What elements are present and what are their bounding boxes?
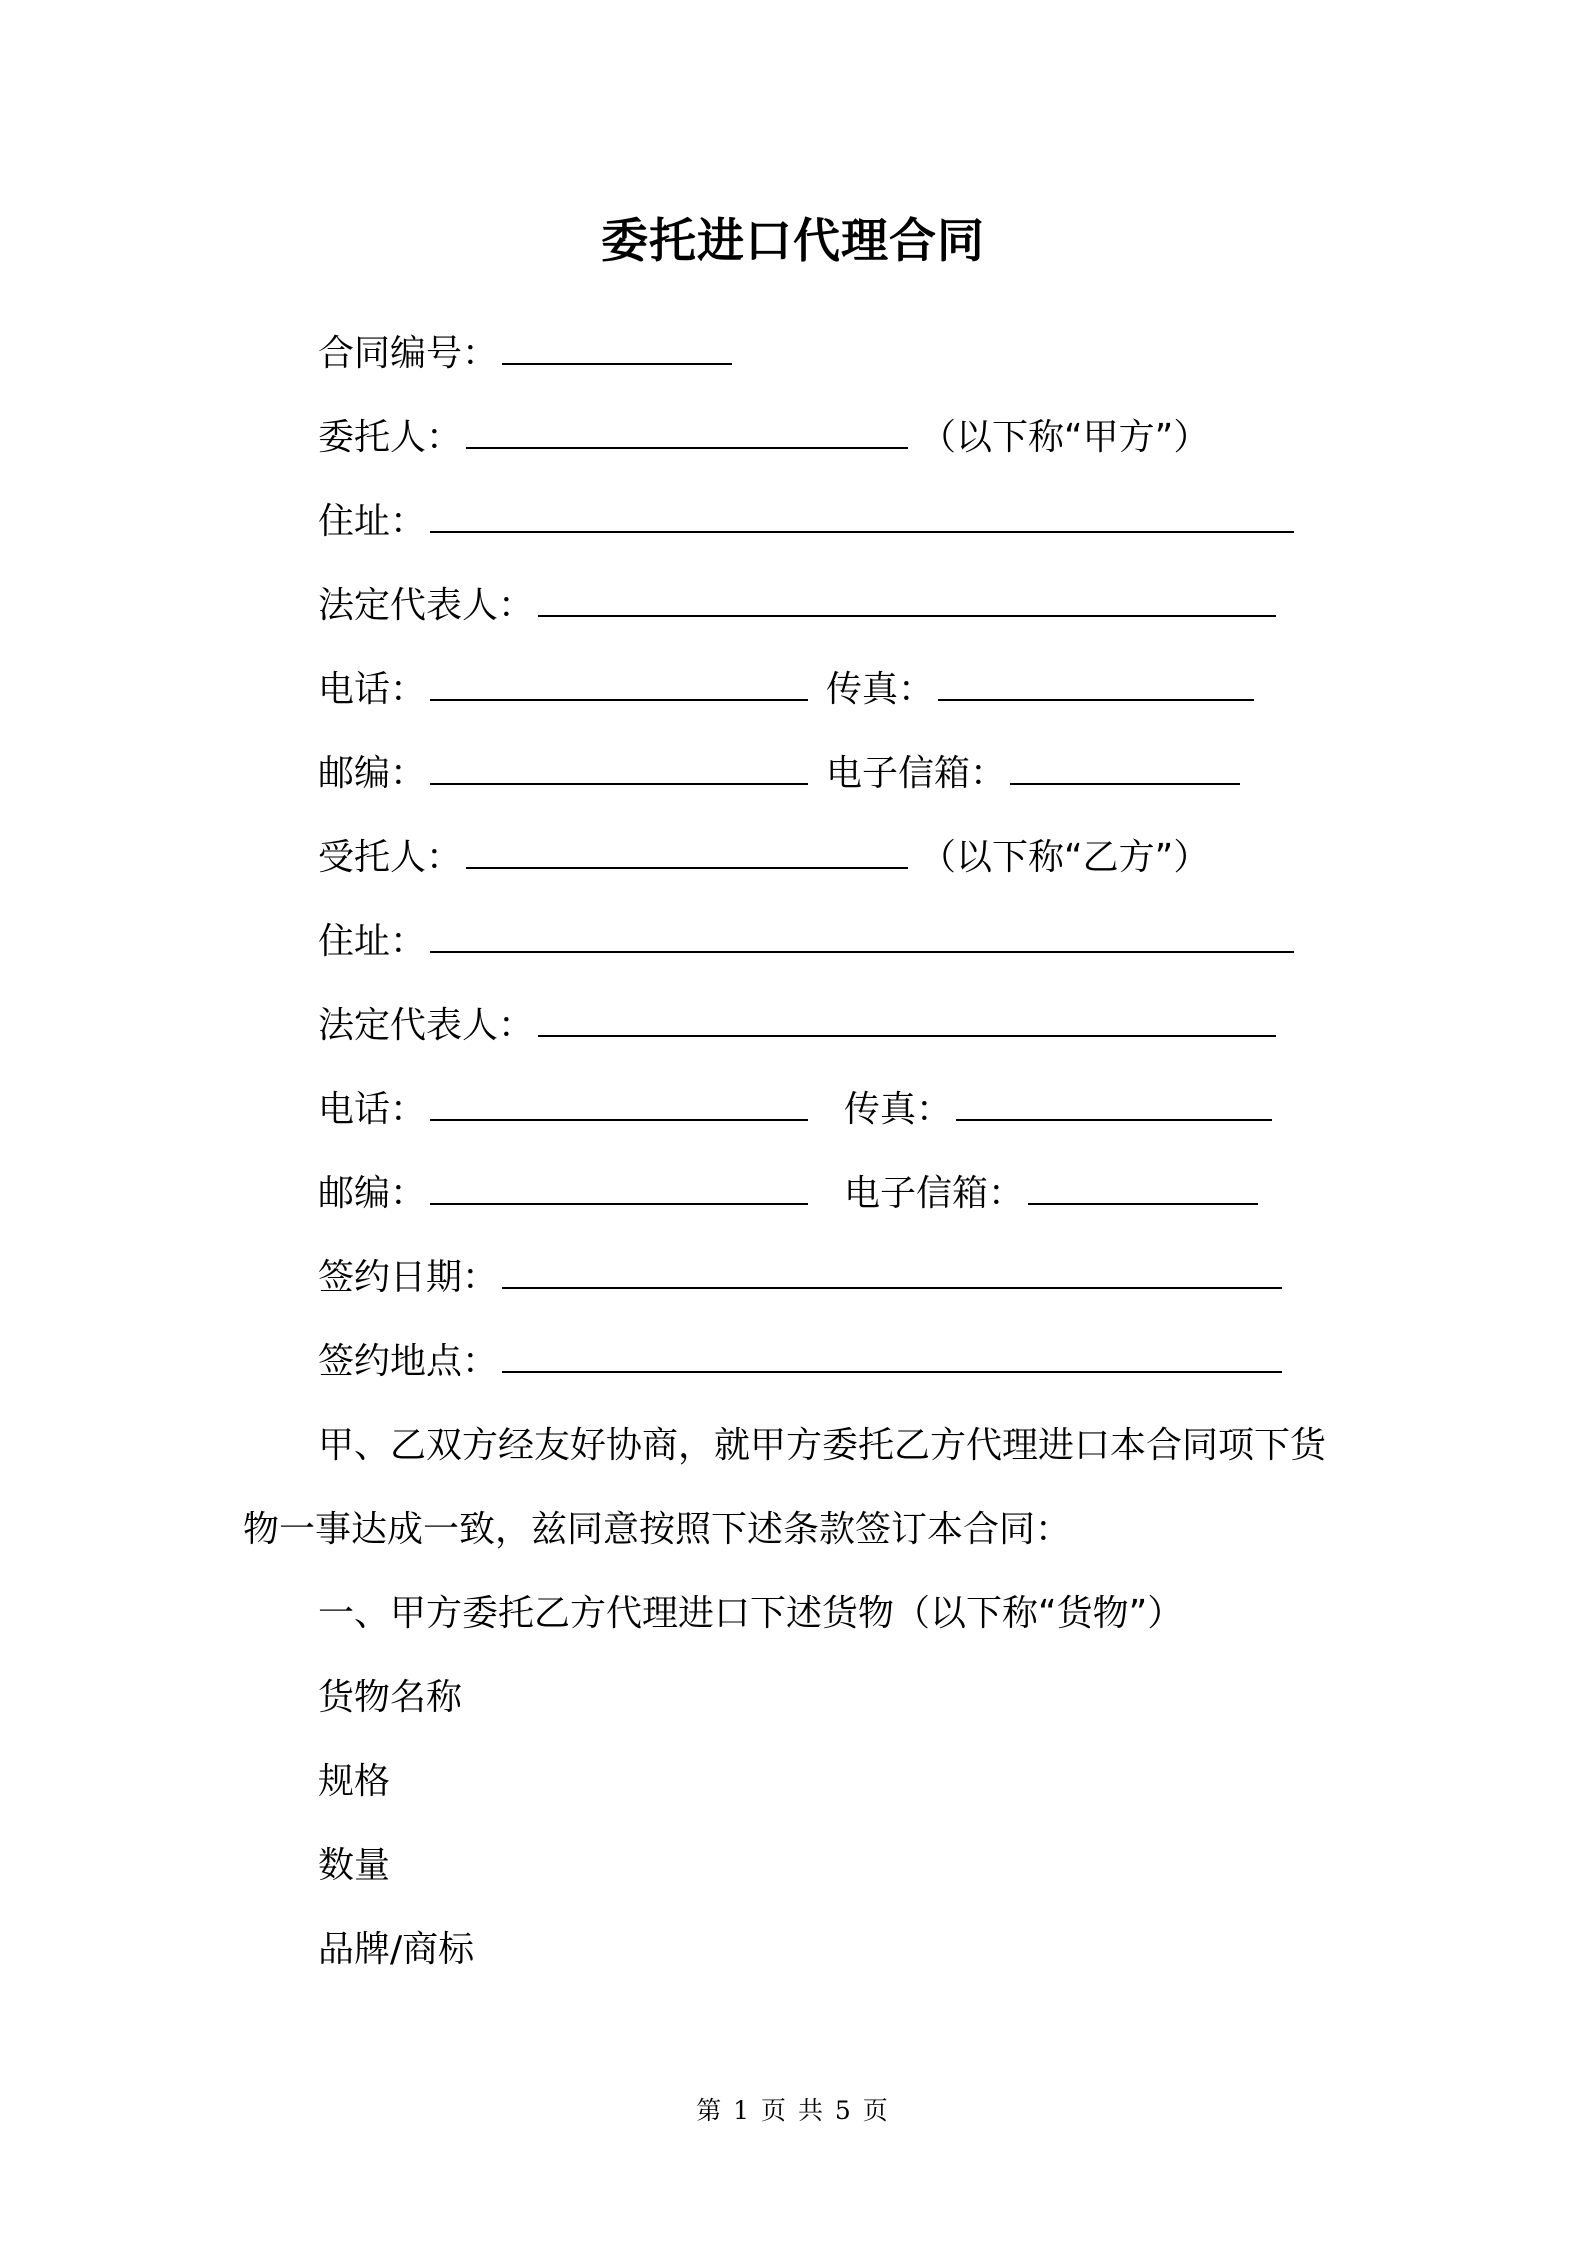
section-1-heading: 一、甲方委托乙方代理进口下述货物（以下称“货物”）	[318, 1593, 1184, 1634]
agent-legal-rep-row	[318, 1001, 1280, 1051]
contract-number-label: 合同编号：	[318, 333, 499, 374]
agent-phone-fax-row	[318, 1085, 1276, 1135]
sign-date-blank[interactable]	[502, 1285, 1282, 1289]
principal-postcode-email-row	[318, 749, 1244, 799]
agent-address-row	[318, 917, 1298, 967]
principal-address-label: 住址：	[318, 501, 427, 542]
principal-legal-rep-row	[318, 581, 1280, 631]
agent-postcode-blank[interactable]	[430, 1201, 808, 1205]
sign-place-row	[318, 1337, 1286, 1387]
principal-label: 委托人：	[318, 417, 463, 458]
agent-suffix: （以下称“乙方”）	[920, 837, 1210, 878]
agent-fax-label: 传真：	[844, 1089, 953, 1130]
goods-item-name: 货物名称	[318, 1677, 463, 1718]
agent-legal-rep-label: 法定代表人：	[318, 1005, 535, 1046]
paragraph-line-1: 甲、乙双方经友好协商，就甲方委托乙方代理进口本合同项下货	[318, 1425, 1327, 1466]
goods-item-quantity: 数量	[318, 1845, 391, 1886]
principal-phone-blank[interactable]	[430, 697, 808, 701]
principal-address-row	[318, 497, 1298, 547]
principal-fax-label: 传真：	[826, 669, 935, 710]
document-title: 委托进口代理合同	[601, 214, 985, 269]
agent-fax-blank[interactable]	[956, 1117, 1272, 1121]
agent-label: 受托人：	[318, 837, 463, 878]
agent-row	[318, 833, 1209, 883]
contract-number-blank[interactable]	[502, 361, 732, 365]
principal-email-label: 电子信箱：	[826, 753, 1007, 794]
agent-address-blank[interactable]	[430, 949, 1294, 953]
principal-email-blank[interactable]	[1010, 781, 1240, 785]
page-footer: 第 1 页 共 5 页	[696, 2096, 890, 2125]
principal-phone-fax-row	[318, 665, 1258, 715]
agent-legal-rep-blank[interactable]	[538, 1033, 1276, 1037]
agent-email-label: 电子信箱：	[844, 1173, 1025, 1214]
agent-postcode-label: 邮编：	[318, 1173, 427, 1214]
principal-fax-blank[interactable]	[938, 697, 1254, 701]
agent-blank[interactable]	[466, 865, 908, 869]
principal-legal-rep-blank[interactable]	[538, 613, 1276, 617]
agent-phone-blank[interactable]	[430, 1117, 808, 1121]
principal-postcode-label: 邮编：	[318, 753, 427, 794]
principal-postcode-blank[interactable]	[430, 781, 808, 785]
sign-place-label: 签约地点：	[318, 1341, 499, 1382]
agent-email-blank[interactable]	[1028, 1201, 1258, 1205]
sign-date-label: 签约日期：	[318, 1257, 499, 1298]
paragraph-line-2: 物一事达成一致，兹同意按照下述条款签订本合同：	[243, 1509, 1072, 1550]
agent-address-label: 住址：	[318, 921, 427, 962]
contract-number-row	[318, 329, 736, 379]
sign-place-blank[interactable]	[502, 1369, 1282, 1373]
principal-blank[interactable]	[466, 445, 908, 449]
principal-phone-label: 电话：	[318, 669, 427, 710]
principal-legal-rep-label: 法定代表人：	[318, 585, 535, 626]
goods-item-spec: 规格	[318, 1761, 391, 1802]
principal-row	[318, 413, 1209, 463]
principal-address-blank[interactable]	[430, 529, 1294, 533]
agent-postcode-email-row	[318, 1169, 1262, 1219]
sign-date-row	[318, 1253, 1286, 1303]
principal-suffix: （以下称“甲方”）	[920, 417, 1210, 458]
agent-phone-label: 电话：	[318, 1089, 427, 1130]
goods-item-brand: 品牌/商标	[318, 1929, 475, 1970]
